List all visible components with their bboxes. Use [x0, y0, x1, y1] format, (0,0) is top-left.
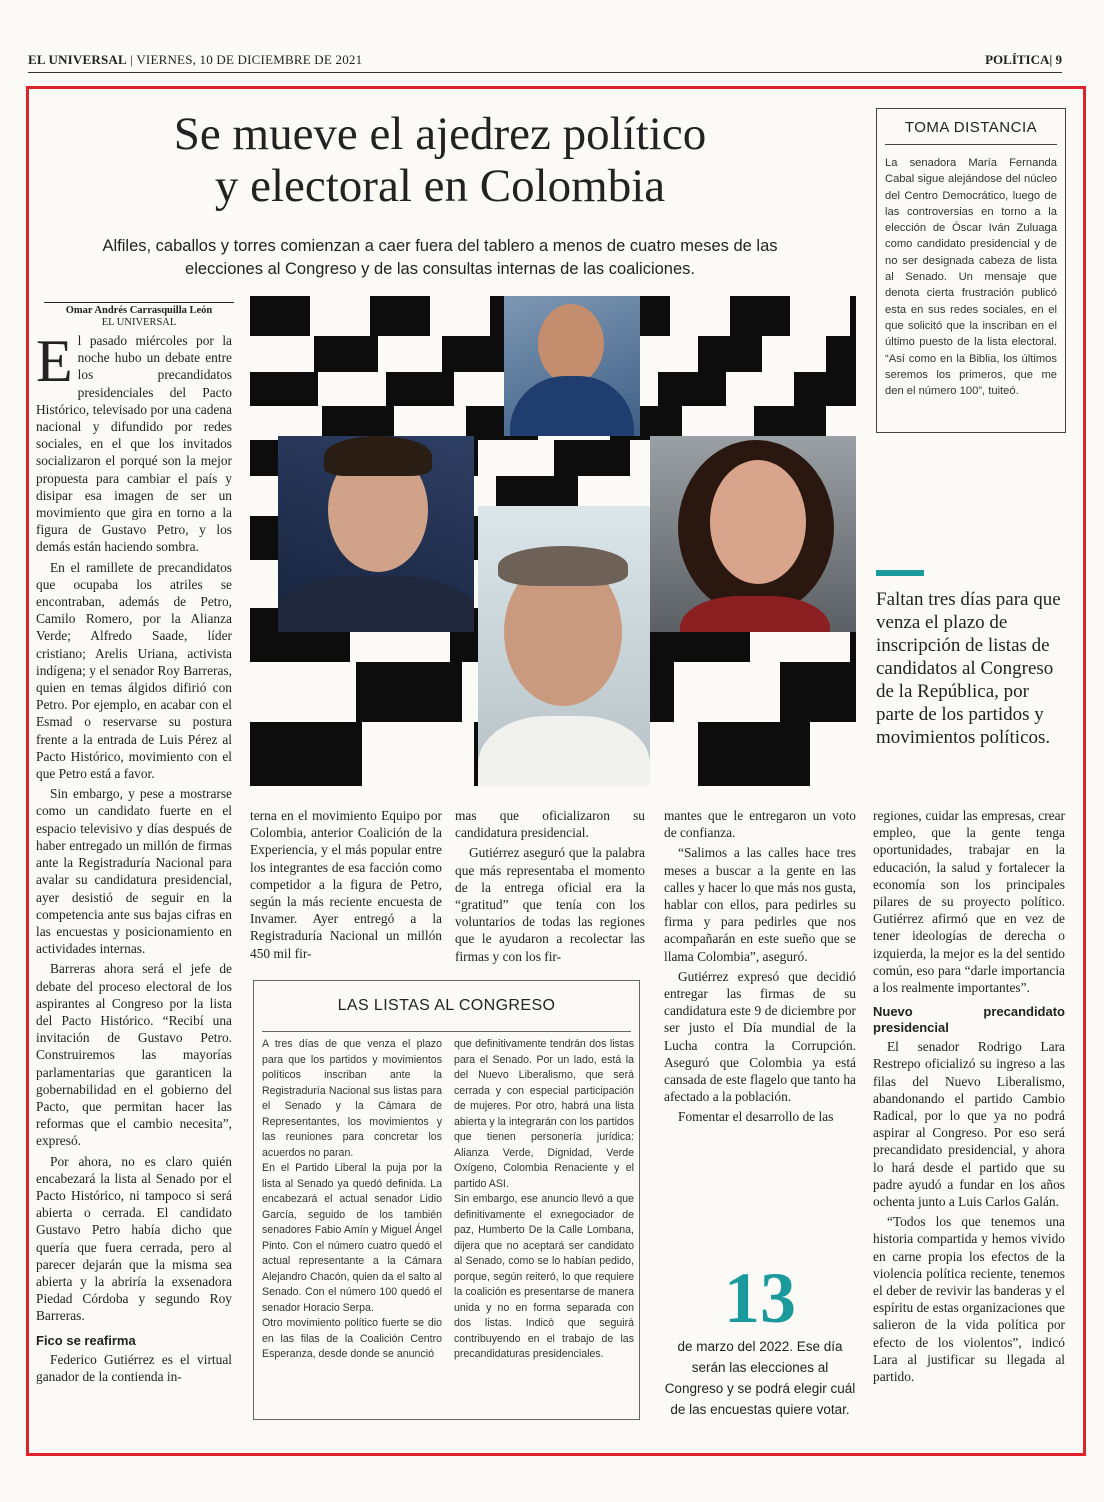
chessboard-square: [698, 722, 810, 786]
paragraph: En el ramillete de precandidatos que ocupaba los atriles se encontraban, además de Petro, Camilo Romero, por la Alianza Verde; Alfredo Saade, líder cristiano; Arelis Uriana, activista indígena; y el senador Roy Barreras, quien en temas álgidos difirió con Petro. Por ejemplo, en acabar con el Esmad o reservarse su postura frente a la entrada de Luis Pérez al Pacto Histórico, movimiento con el que Petro está a favor.: [36, 559, 232, 782]
chessboard-square: [386, 372, 454, 406]
paragraph: Otro movimiento político fuerte se dio en las filas de la Coalición Centro Esperanza, desde donde se anunció: [262, 1317, 442, 1360]
photo-maria-fernanda-cabal: [650, 436, 856, 632]
subheading: Fico se reafirma: [36, 1332, 136, 1348]
paragraph: Sin embargo, y pese a mostrarse como un candidato fuerte en el espacio televisivo y días después de haber entregado un millón de firmas ante la Registraduría Nacional para avalar su candidatura presidencial, ayer desistió de seguir en la competencia ante sus bajas cifras en las encuestas y posicionamiento en actividades internas.: [36, 786, 232, 957]
masthead-rule: [28, 72, 1062, 73]
paragraph: que definitivamente tendrán dos listas para el Senado. Por un lado, está la del Nuevo Liberalismo, que será cerrada y con especial participación de mujeres. Por otro, habrá una lista abierta y la integrarán con los partidos que tienen personería jurídica: Alianza Verde, Dignidad, Verde Oxígeno, Colombia Renaciente y el partido ASI.: [454, 1038, 634, 1190]
chessboard-square: [658, 372, 726, 406]
deck: Alfiles, caballos y torres comienzan a caer fuera del tablero a menos de cuatro meses de las elecciones al Congreso y de las consultas internas de las coaliciones.: [102, 237, 778, 278]
headline: [60, 108, 820, 212]
paragraph: Barreras ahora será el jefe de debate del proceso electoral de los aspirantes al Congreso por la lista del Pacto Histórico. “Recibí una invitación de Gustavo Petro. Construiremos las mayorías parlamentarias que garanticen la gobernabilidad en el gobierno del Pacto, que permitan hacer las reformas que el cambio necesita”, expresó.: [36, 961, 232, 1149]
sidebar-toma-distancia: [876, 108, 1066, 433]
listas-al-congreso-box: [253, 980, 640, 1420]
article-column-3: [455, 807, 645, 968]
issue-date: VIERNES, 10 DE DICIEMBRE DE 2021: [136, 52, 363, 67]
paragraph: Fomentar el desarrollo de las: [678, 1109, 834, 1125]
listas-column-left: [262, 1037, 442, 1363]
listas-title: LAS LISTAS AL CONGRESO: [337, 997, 556, 1014]
masthead: [28, 52, 362, 68]
paragraph: El pasado miércoles por la noche hubo un debate entre los precandidatos presidenciales del Pacto Histórico, televisado por una cadena nacional y difundido por redes sociales, en el que los invitados socializaron el porqué son la mejor propuesta para cambiar el país y disipar esa imagen de ser un movimiento que gira en torno a la figura de Gustavo Petro, y los demás están haciendo sombra.: [36, 328, 232, 555]
chessboard-square: [250, 372, 318, 406]
paragraph: mas que oficializaron su candidatura presidencial.: [455, 808, 645, 841]
paragraph: “Todos los que tenemos una historia compartida y hemos vivido en carne propia los efectos de la violencia política reciente, tenemos el deber de revivir las banderas y el espíritu de estas organizaciones que salieron de la vida política por efecto de los violentos”, indicó Lara al justificar su llegada al partido.: [873, 1214, 1065, 1385]
chessboard-square: [826, 336, 856, 372]
paragraph: regiones, cuidar las empresas, crear empleo, que la gente tenga oportunidades, trabajar en la educación, la salud y fortalecer la economía son los principales pilares de su proyecto político. Gutiérrez afirmó que en vez de tener ideologías de derecha o izquierda, la mejor es la del sentido común, eso para “darle importancia a los realmente importantes”.: [873, 808, 1065, 996]
chessboard-square: [780, 662, 856, 722]
stat-number: 13: [724, 1258, 796, 1338]
article-column-1: [36, 328, 232, 1388]
chessboard-square: [314, 336, 378, 372]
chessboard-square: [250, 722, 362, 786]
headline-line-1: Se mueve el ajedrez político: [173, 108, 707, 160]
paragraph: Federico Gutiérrez es el virtual ganador de la contienda in-: [36, 1351, 232, 1384]
author-name: Omar Andrés Carrasquilla León: [65, 305, 213, 316]
article-column-2: [250, 807, 442, 965]
pullquote-accent-bar: [876, 570, 924, 576]
chessboard-square: [850, 296, 856, 336]
paragraph: Gutiérrez aseguró que la palabra que más representaba el momento de la entrega oficial era la “gratitud” que tenía con los voluntarios de todas las regiones que le ayudaron a recolectar las firmas y con los fir-: [455, 845, 645, 964]
drop-cap: E: [36, 328, 73, 394]
chessboard-square: [322, 406, 394, 440]
byline: [44, 302, 234, 329]
paragraph: A tres días de que venza el plazo para que los partidos y movimientos políticos inscriban ante la Registraduría Nacional sus listas para el Senado y la Cámara de Representantes, los movimientos y las reuniones para concretar los acuerdos no paran.: [262, 1038, 442, 1159]
chessboard-square: [370, 296, 430, 336]
article-column-5: [873, 807, 1065, 1388]
author-outlet: EL UNIVERSAL: [101, 317, 177, 328]
paragraph: Gutiérrez expresó que decidió entregar las firmas de su candidatura este 9 de diciembre por ser justo el Día mundial de la Lucha contra la Corrupción. Aseguró que Colombia ya está cansada de este flagelo que tanto ha afectado a la población.: [664, 968, 856, 1105]
chessboard-square: [754, 406, 826, 440]
section-page: POLÍTICA| 9: [985, 52, 1062, 67]
paragraph: El senador Rodrigo Lara Restrepo oficializó su ingreso a las filas del Nuevo Liberalismo, abandonando el partido Cambio Radical, por lo que ya no podrá aspirar al Congreso. Por eso será precandidato presidencial, y ahora lo hará desde el partido que su padre ayudó a fundar en los años ochenta junto a Luis Carlos Galán.: [873, 1039, 1065, 1210]
chessboard-square: [794, 372, 856, 406]
paragraph: mantes que le entregaron un voto de confianza.: [664, 808, 856, 841]
chessboard-square: [442, 336, 506, 372]
chessboard-square: [250, 296, 310, 336]
photo-roy-barreras: [504, 296, 640, 436]
subheading: Nuevo precandidato presidencial: [873, 1004, 1065, 1036]
photo-federico-gutierrez: [478, 506, 650, 786]
paragraph: terna en el movimiento Equipo por Colombia, anterior Coalición de la Experiencia, y el más popular entre los integrantes de esa facción como competidor a la figura de Petro, según la más reciente encuesta de Invamer. Ayer entregó a la Registraduría Nacional un millón 450 mil fir-: [250, 808, 442, 961]
paragraph: “Salimos a las calles hace tres meses a buscar a la gente en las calles y hacer lo que más nos gusta, hablar con ellos, para pedirles su firma y para pedirles que nos acompañarán en este sueño que se llama Colombia”, aseguró.: [664, 845, 856, 964]
sidebar-body: La senadora María Fernanda Cabal sigue alejándose del núcleo del Centro Democrático, luego de las controversias en torno a la elección de Óscar Iván Zuluaga como candidato presidencial y de no ser designada cabeza de lista al Senado. Un mensaje que denota cierta frustración publicó esta en sus redes sociales, en el que solicitó que la inscriban en el último puesto de la lista electoral. “Así como en la Biblia, los últimos seremos los primeros, que me den el número 100”, tuiteó.: [885, 157, 1057, 398]
chessboard-square: [554, 440, 630, 476]
article-column-4: [664, 807, 856, 1129]
headline-line-2: y electoral en Colombia: [214, 160, 666, 212]
paper-name: EL UNIVERSAL: [28, 52, 127, 67]
chessboard-square: [730, 296, 790, 336]
chessboard-square: [698, 336, 762, 372]
photo-camilo-romero: [278, 436, 474, 632]
listas-divider: [262, 1031, 631, 1032]
paragraph: Por ahora, no es claro quién encabezará la lista al Senado por el Pacto Histórico, ni tampoco si será abierta o cerrada. El candidato Gustavo Petro había dicho que quería que fuera cerrada, pero al parecer dejarán que la misma sea abierta y la abriría la exsenadora Piedad Córdoba y segundo Roy Barreras.: [36, 1153, 232, 1324]
listas-column-right: [454, 1037, 634, 1363]
paragraph: Sin embargo, ese anuncio llevó a que definitivamente el exnegociador de paz, Humberto De la Calle Lombana, dijera que no aceptará ser candidato al Senado, como se lo habían pedido, porque, según reiteró, lo que requiere la coalición es presentarse de manera unida y no en forma separada con dos listas. Indicó que seguirá contribuyendo en el trabajo de las precandidaturas presidenciales.: [454, 1193, 634, 1360]
chessboard-photo: [250, 296, 856, 786]
pullquote: Faltan tres días para que venza el plazo de inscripción de listas de candidatos al Congreso de la República, por parte de los partidos y movimientos políticos.: [876, 589, 1061, 748]
chessboard-square: [356, 662, 462, 722]
stat-caption: de marzo del 2022. Ese día serán las elecciones al Congreso y se podrá elegir cuál de las encuestas quiere votar.: [664, 1339, 856, 1417]
sidebar-title: TOMA DISTANCIA: [885, 119, 1057, 145]
masthead-separator: |: [130, 52, 134, 67]
paragraph: En el Partido Liberal la puja por la lista al Senado ya quedó definida. La encabezará el actual senador Lidio García, seguido de los también senadores Fabio Amín y Miguel Ángel Pinto. Con el número cuatro quedó el actual representante a la Cámara Alejandro Chacón, quien da el salto al Senado. Con el número 100 quedó el senador Horacio Serpa.: [262, 1162, 442, 1314]
